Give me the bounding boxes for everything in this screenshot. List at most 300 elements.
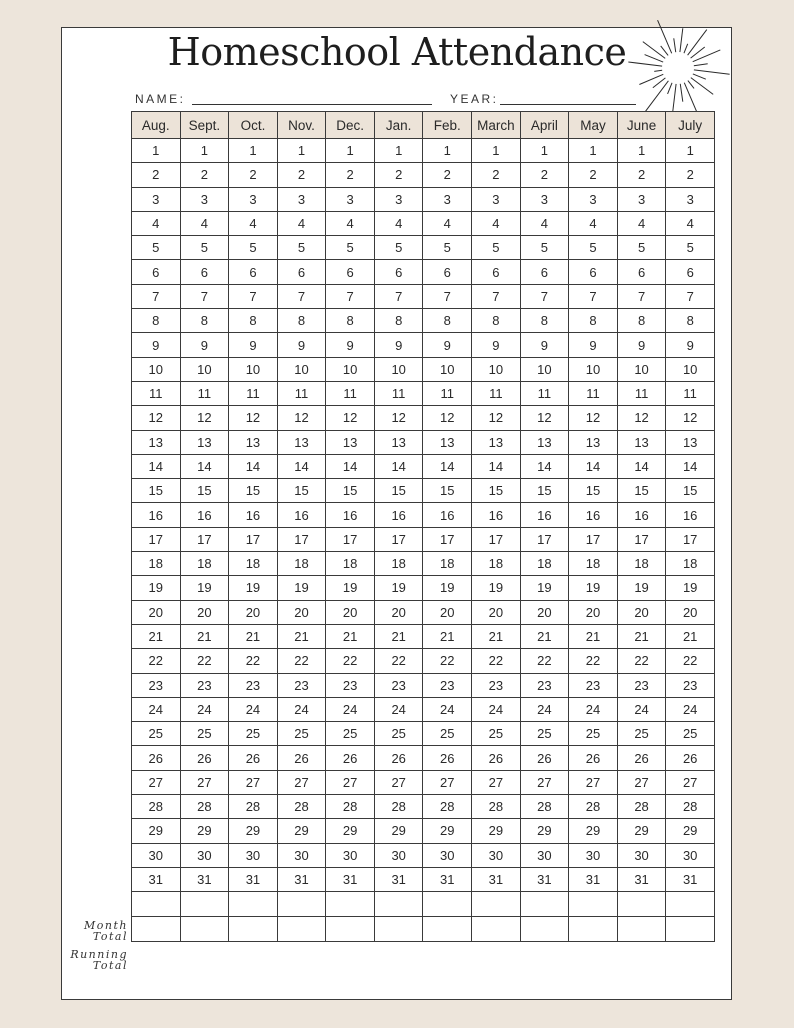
day-cell[interactable]: 27 — [423, 770, 472, 794]
total-cell[interactable] — [326, 917, 375, 942]
day-cell[interactable]: 25 — [617, 722, 666, 746]
day-cell[interactable]: 12 — [229, 406, 278, 430]
day-cell[interactable]: 31 — [132, 867, 181, 891]
day-cell[interactable]: 20 — [374, 600, 423, 624]
day-cell[interactable]: 5 — [617, 236, 666, 260]
day-cell[interactable]: 26 — [132, 746, 181, 770]
day-cell[interactable]: 31 — [180, 867, 229, 891]
day-cell[interactable]: 26 — [180, 746, 229, 770]
day-cell[interactable]: 7 — [666, 284, 715, 308]
day-cell[interactable]: 8 — [326, 309, 375, 333]
day-cell[interactable]: 16 — [423, 503, 472, 527]
day-cell[interactable]: 21 — [617, 624, 666, 648]
total-cell[interactable] — [666, 892, 715, 917]
day-cell[interactable]: 27 — [520, 770, 569, 794]
day-cell[interactable]: 11 — [277, 381, 326, 405]
day-cell[interactable]: 11 — [520, 381, 569, 405]
day-cell[interactable]: 15 — [229, 479, 278, 503]
day-cell[interactable]: 8 — [569, 309, 618, 333]
day-cell[interactable]: 1 — [277, 139, 326, 163]
day-cell[interactable]: 5 — [666, 236, 715, 260]
day-cell[interactable]: 5 — [229, 236, 278, 260]
day-cell[interactable]: 26 — [617, 746, 666, 770]
day-cell[interactable]: 22 — [180, 649, 229, 673]
day-cell[interactable]: 28 — [132, 795, 181, 819]
day-cell[interactable]: 24 — [617, 697, 666, 721]
day-cell[interactable]: 5 — [132, 236, 181, 260]
day-cell[interactable]: 1 — [617, 139, 666, 163]
day-cell[interactable]: 5 — [374, 236, 423, 260]
day-cell[interactable]: 31 — [520, 867, 569, 891]
day-cell[interactable]: 7 — [132, 284, 181, 308]
day-cell[interactable]: 22 — [423, 649, 472, 673]
day-cell[interactable]: 2 — [277, 163, 326, 187]
total-cell[interactable] — [132, 917, 181, 942]
day-cell[interactable]: 26 — [229, 746, 278, 770]
day-cell[interactable]: 22 — [229, 649, 278, 673]
day-cell[interactable]: 19 — [520, 576, 569, 600]
day-cell[interactable]: 18 — [617, 552, 666, 576]
day-cell[interactable]: 30 — [277, 843, 326, 867]
day-cell[interactable]: 27 — [374, 770, 423, 794]
day-cell[interactable]: 12 — [180, 406, 229, 430]
day-cell[interactable]: 6 — [374, 260, 423, 284]
day-cell[interactable]: 7 — [326, 284, 375, 308]
day-cell[interactable]: 14 — [229, 454, 278, 478]
day-cell[interactable]: 15 — [374, 479, 423, 503]
day-cell[interactable]: 4 — [277, 211, 326, 235]
day-cell[interactable]: 19 — [472, 576, 521, 600]
day-cell[interactable]: 10 — [277, 357, 326, 381]
day-cell[interactable]: 22 — [472, 649, 521, 673]
day-cell[interactable]: 30 — [229, 843, 278, 867]
day-cell[interactable]: 23 — [472, 673, 521, 697]
day-cell[interactable]: 24 — [180, 697, 229, 721]
day-cell[interactable]: 24 — [666, 697, 715, 721]
day-cell[interactable]: 10 — [180, 357, 229, 381]
day-cell[interactable]: 12 — [374, 406, 423, 430]
day-cell[interactable]: 22 — [132, 649, 181, 673]
day-cell[interactable]: 25 — [277, 722, 326, 746]
day-cell[interactable]: 22 — [520, 649, 569, 673]
day-cell[interactable]: 14 — [180, 454, 229, 478]
day-cell[interactable]: 3 — [666, 187, 715, 211]
day-cell[interactable]: 4 — [229, 211, 278, 235]
day-cell[interactable]: 9 — [229, 333, 278, 357]
day-cell[interactable]: 4 — [132, 211, 181, 235]
day-cell[interactable]: 4 — [374, 211, 423, 235]
day-cell[interactable]: 13 — [569, 430, 618, 454]
day-cell[interactable]: 28 — [180, 795, 229, 819]
day-cell[interactable]: 22 — [374, 649, 423, 673]
day-cell[interactable]: 13 — [520, 430, 569, 454]
total-cell[interactable] — [569, 892, 618, 917]
day-cell[interactable]: 19 — [374, 576, 423, 600]
day-cell[interactable]: 18 — [229, 552, 278, 576]
day-cell[interactable]: 9 — [374, 333, 423, 357]
day-cell[interactable]: 26 — [374, 746, 423, 770]
day-cell[interactable]: 29 — [180, 819, 229, 843]
day-cell[interactable]: 14 — [132, 454, 181, 478]
day-cell[interactable]: 12 — [472, 406, 521, 430]
day-cell[interactable]: 17 — [666, 527, 715, 551]
day-cell[interactable]: 14 — [617, 454, 666, 478]
day-cell[interactable]: 8 — [180, 309, 229, 333]
day-cell[interactable]: 13 — [180, 430, 229, 454]
total-cell[interactable] — [423, 892, 472, 917]
total-cell[interactable] — [180, 892, 229, 917]
day-cell[interactable]: 10 — [520, 357, 569, 381]
day-cell[interactable]: 1 — [326, 139, 375, 163]
day-cell[interactable]: 8 — [423, 309, 472, 333]
day-cell[interactable]: 31 — [569, 867, 618, 891]
day-cell[interactable]: 30 — [472, 843, 521, 867]
day-cell[interactable]: 3 — [472, 187, 521, 211]
day-cell[interactable]: 25 — [520, 722, 569, 746]
day-cell[interactable]: 13 — [229, 430, 278, 454]
day-cell[interactable]: 4 — [666, 211, 715, 235]
day-cell[interactable]: 21 — [520, 624, 569, 648]
day-cell[interactable]: 12 — [277, 406, 326, 430]
day-cell[interactable]: 5 — [423, 236, 472, 260]
day-cell[interactable]: 9 — [666, 333, 715, 357]
day-cell[interactable]: 14 — [326, 454, 375, 478]
day-cell[interactable]: 23 — [423, 673, 472, 697]
day-cell[interactable]: 7 — [569, 284, 618, 308]
total-cell[interactable] — [374, 917, 423, 942]
day-cell[interactable]: 3 — [132, 187, 181, 211]
day-cell[interactable]: 23 — [132, 673, 181, 697]
total-cell[interactable] — [277, 892, 326, 917]
day-cell[interactable]: 11 — [472, 381, 521, 405]
day-cell[interactable]: 7 — [617, 284, 666, 308]
day-cell[interactable]: 13 — [277, 430, 326, 454]
day-cell[interactable]: 26 — [520, 746, 569, 770]
day-cell[interactable]: 14 — [569, 454, 618, 478]
day-cell[interactable]: 19 — [326, 576, 375, 600]
day-cell[interactable]: 18 — [423, 552, 472, 576]
day-cell[interactable]: 16 — [132, 503, 181, 527]
day-cell[interactable]: 29 — [472, 819, 521, 843]
day-cell[interactable]: 21 — [326, 624, 375, 648]
day-cell[interactable]: 27 — [277, 770, 326, 794]
day-cell[interactable]: 15 — [423, 479, 472, 503]
day-cell[interactable]: 4 — [617, 211, 666, 235]
total-cell[interactable] — [472, 892, 521, 917]
day-cell[interactable]: 17 — [472, 527, 521, 551]
day-cell[interactable]: 25 — [374, 722, 423, 746]
day-cell[interactable]: 17 — [180, 527, 229, 551]
day-cell[interactable]: 22 — [666, 649, 715, 673]
day-cell[interactable]: 18 — [374, 552, 423, 576]
day-cell[interactable]: 2 — [666, 163, 715, 187]
total-cell[interactable] — [229, 917, 278, 942]
day-cell[interactable]: 20 — [423, 600, 472, 624]
total-cell[interactable] — [180, 917, 229, 942]
day-cell[interactable]: 6 — [617, 260, 666, 284]
day-cell[interactable]: 21 — [569, 624, 618, 648]
day-cell[interactable]: 20 — [472, 600, 521, 624]
total-cell[interactable] — [277, 917, 326, 942]
day-cell[interactable]: 24 — [326, 697, 375, 721]
day-cell[interactable]: 7 — [423, 284, 472, 308]
day-cell[interactable]: 16 — [520, 503, 569, 527]
day-cell[interactable]: 18 — [180, 552, 229, 576]
day-cell[interactable]: 23 — [617, 673, 666, 697]
day-cell[interactable]: 6 — [666, 260, 715, 284]
day-cell[interactable]: 12 — [423, 406, 472, 430]
day-cell[interactable]: 29 — [569, 819, 618, 843]
day-cell[interactable]: 24 — [423, 697, 472, 721]
day-cell[interactable]: 20 — [180, 600, 229, 624]
day-cell[interactable]: 18 — [472, 552, 521, 576]
day-cell[interactable]: 9 — [520, 333, 569, 357]
day-cell[interactable]: 2 — [132, 163, 181, 187]
day-cell[interactable]: 2 — [229, 163, 278, 187]
day-cell[interactable]: 6 — [326, 260, 375, 284]
day-cell[interactable]: 17 — [132, 527, 181, 551]
day-cell[interactable]: 28 — [666, 795, 715, 819]
day-cell[interactable]: 23 — [666, 673, 715, 697]
day-cell[interactable]: 24 — [132, 697, 181, 721]
day-cell[interactable]: 11 — [180, 381, 229, 405]
day-cell[interactable]: 15 — [666, 479, 715, 503]
day-cell[interactable]: 21 — [423, 624, 472, 648]
day-cell[interactable]: 21 — [229, 624, 278, 648]
day-cell[interactable]: 16 — [472, 503, 521, 527]
day-cell[interactable]: 8 — [132, 309, 181, 333]
day-cell[interactable]: 23 — [520, 673, 569, 697]
day-cell[interactable]: 5 — [569, 236, 618, 260]
day-cell[interactable]: 19 — [277, 576, 326, 600]
day-cell[interactable]: 10 — [229, 357, 278, 381]
day-cell[interactable]: 25 — [180, 722, 229, 746]
day-cell[interactable]: 31 — [617, 867, 666, 891]
day-cell[interactable]: 17 — [423, 527, 472, 551]
day-cell[interactable]: 10 — [374, 357, 423, 381]
day-cell[interactable]: 14 — [472, 454, 521, 478]
day-cell[interactable]: 2 — [472, 163, 521, 187]
day-cell[interactable]: 20 — [277, 600, 326, 624]
day-cell[interactable]: 18 — [666, 552, 715, 576]
day-cell[interactable]: 25 — [229, 722, 278, 746]
total-cell[interactable] — [423, 917, 472, 942]
day-cell[interactable]: 7 — [520, 284, 569, 308]
day-cell[interactable]: 26 — [472, 746, 521, 770]
day-cell[interactable]: 6 — [423, 260, 472, 284]
day-cell[interactable]: 15 — [472, 479, 521, 503]
total-cell[interactable] — [666, 917, 715, 942]
day-cell[interactable]: 21 — [666, 624, 715, 648]
day-cell[interactable]: 22 — [277, 649, 326, 673]
day-cell[interactable]: 6 — [520, 260, 569, 284]
day-cell[interactable]: 27 — [229, 770, 278, 794]
day-cell[interactable]: 16 — [666, 503, 715, 527]
day-cell[interactable]: 11 — [666, 381, 715, 405]
day-cell[interactable]: 10 — [569, 357, 618, 381]
day-cell[interactable]: 15 — [277, 479, 326, 503]
day-cell[interactable]: 19 — [617, 576, 666, 600]
day-cell[interactable]: 9 — [472, 333, 521, 357]
day-cell[interactable]: 15 — [180, 479, 229, 503]
day-cell[interactable]: 12 — [520, 406, 569, 430]
day-cell[interactable]: 15 — [520, 479, 569, 503]
day-cell[interactable]: 18 — [277, 552, 326, 576]
day-cell[interactable]: 23 — [277, 673, 326, 697]
day-cell[interactable]: 6 — [132, 260, 181, 284]
day-cell[interactable]: 3 — [374, 187, 423, 211]
day-cell[interactable]: 17 — [229, 527, 278, 551]
day-cell[interactable]: 27 — [617, 770, 666, 794]
day-cell[interactable]: 29 — [277, 819, 326, 843]
day-cell[interactable]: 16 — [326, 503, 375, 527]
day-cell[interactable]: 7 — [374, 284, 423, 308]
day-cell[interactable]: 20 — [132, 600, 181, 624]
day-cell[interactable]: 18 — [520, 552, 569, 576]
day-cell[interactable]: 28 — [569, 795, 618, 819]
day-cell[interactable]: 17 — [326, 527, 375, 551]
day-cell[interactable]: 1 — [666, 139, 715, 163]
day-cell[interactable]: 16 — [617, 503, 666, 527]
day-cell[interactable]: 2 — [180, 163, 229, 187]
day-cell[interactable]: 30 — [569, 843, 618, 867]
day-cell[interactable]: 19 — [423, 576, 472, 600]
day-cell[interactable]: 13 — [132, 430, 181, 454]
day-cell[interactable]: 6 — [180, 260, 229, 284]
day-cell[interactable]: 26 — [423, 746, 472, 770]
day-cell[interactable]: 15 — [132, 479, 181, 503]
year-field[interactable] — [500, 104, 636, 105]
total-cell[interactable] — [472, 917, 521, 942]
day-cell[interactable]: 3 — [569, 187, 618, 211]
day-cell[interactable]: 16 — [374, 503, 423, 527]
day-cell[interactable]: 13 — [423, 430, 472, 454]
day-cell[interactable]: 4 — [472, 211, 521, 235]
day-cell[interactable]: 11 — [326, 381, 375, 405]
day-cell[interactable]: 23 — [569, 673, 618, 697]
day-cell[interactable]: 23 — [326, 673, 375, 697]
day-cell[interactable]: 28 — [277, 795, 326, 819]
day-cell[interactable]: 29 — [229, 819, 278, 843]
day-cell[interactable]: 19 — [229, 576, 278, 600]
day-cell[interactable]: 13 — [326, 430, 375, 454]
day-cell[interactable]: 5 — [180, 236, 229, 260]
day-cell[interactable]: 30 — [374, 843, 423, 867]
day-cell[interactable]: 20 — [666, 600, 715, 624]
day-cell[interactable]: 4 — [180, 211, 229, 235]
day-cell[interactable]: 23 — [229, 673, 278, 697]
day-cell[interactable]: 13 — [472, 430, 521, 454]
day-cell[interactable]: 12 — [617, 406, 666, 430]
day-cell[interactable]: 3 — [326, 187, 375, 211]
day-cell[interactable]: 31 — [472, 867, 521, 891]
day-cell[interactable]: 28 — [423, 795, 472, 819]
day-cell[interactable]: 12 — [326, 406, 375, 430]
day-cell[interactable]: 5 — [472, 236, 521, 260]
day-cell[interactable]: 28 — [229, 795, 278, 819]
day-cell[interactable]: 10 — [132, 357, 181, 381]
day-cell[interactable]: 25 — [132, 722, 181, 746]
day-cell[interactable]: 31 — [374, 867, 423, 891]
day-cell[interactable]: 1 — [132, 139, 181, 163]
day-cell[interactable]: 8 — [229, 309, 278, 333]
day-cell[interactable]: 31 — [326, 867, 375, 891]
name-field[interactable] — [192, 104, 432, 105]
day-cell[interactable]: 20 — [569, 600, 618, 624]
day-cell[interactable]: 15 — [569, 479, 618, 503]
day-cell[interactable]: 11 — [132, 381, 181, 405]
day-cell[interactable]: 18 — [569, 552, 618, 576]
day-cell[interactable]: 8 — [374, 309, 423, 333]
day-cell[interactable]: 31 — [277, 867, 326, 891]
day-cell[interactable]: 12 — [132, 406, 181, 430]
day-cell[interactable]: 28 — [374, 795, 423, 819]
day-cell[interactable]: 16 — [569, 503, 618, 527]
day-cell[interactable]: 30 — [423, 843, 472, 867]
day-cell[interactable]: 6 — [569, 260, 618, 284]
day-cell[interactable]: 24 — [569, 697, 618, 721]
day-cell[interactable]: 30 — [180, 843, 229, 867]
day-cell[interactable]: 22 — [569, 649, 618, 673]
total-cell[interactable] — [617, 917, 666, 942]
day-cell[interactable]: 1 — [423, 139, 472, 163]
day-cell[interactable]: 9 — [423, 333, 472, 357]
day-cell[interactable]: 25 — [326, 722, 375, 746]
day-cell[interactable]: 23 — [180, 673, 229, 697]
day-cell[interactable]: 14 — [666, 454, 715, 478]
day-cell[interactable]: 29 — [617, 819, 666, 843]
day-cell[interactable]: 14 — [520, 454, 569, 478]
day-cell[interactable]: 16 — [229, 503, 278, 527]
day-cell[interactable]: 1 — [229, 139, 278, 163]
day-cell[interactable]: 29 — [374, 819, 423, 843]
day-cell[interactable]: 20 — [326, 600, 375, 624]
day-cell[interactable]: 18 — [132, 552, 181, 576]
day-cell[interactable]: 14 — [423, 454, 472, 478]
day-cell[interactable]: 24 — [229, 697, 278, 721]
total-cell[interactable] — [617, 892, 666, 917]
day-cell[interactable]: 2 — [617, 163, 666, 187]
day-cell[interactable]: 3 — [520, 187, 569, 211]
day-cell[interactable]: 2 — [520, 163, 569, 187]
day-cell[interactable]: 3 — [423, 187, 472, 211]
day-cell[interactable]: 8 — [277, 309, 326, 333]
day-cell[interactable]: 30 — [666, 843, 715, 867]
day-cell[interactable]: 30 — [520, 843, 569, 867]
day-cell[interactable]: 12 — [569, 406, 618, 430]
day-cell[interactable]: 9 — [617, 333, 666, 357]
day-cell[interactable]: 11 — [374, 381, 423, 405]
day-cell[interactable]: 1 — [374, 139, 423, 163]
total-cell[interactable] — [569, 917, 618, 942]
day-cell[interactable]: 4 — [326, 211, 375, 235]
day-cell[interactable]: 10 — [666, 357, 715, 381]
day-cell[interactable]: 27 — [326, 770, 375, 794]
day-cell[interactable]: 31 — [423, 867, 472, 891]
day-cell[interactable]: 10 — [472, 357, 521, 381]
day-cell[interactable]: 25 — [569, 722, 618, 746]
day-cell[interactable]: 1 — [520, 139, 569, 163]
day-cell[interactable]: 4 — [569, 211, 618, 235]
day-cell[interactable]: 29 — [326, 819, 375, 843]
day-cell[interactable]: 20 — [617, 600, 666, 624]
day-cell[interactable]: 27 — [666, 770, 715, 794]
day-cell[interactable]: 21 — [180, 624, 229, 648]
total-cell[interactable] — [229, 892, 278, 917]
day-cell[interactable]: 29 — [132, 819, 181, 843]
day-cell[interactable]: 28 — [326, 795, 375, 819]
day-cell[interactable]: 30 — [617, 843, 666, 867]
